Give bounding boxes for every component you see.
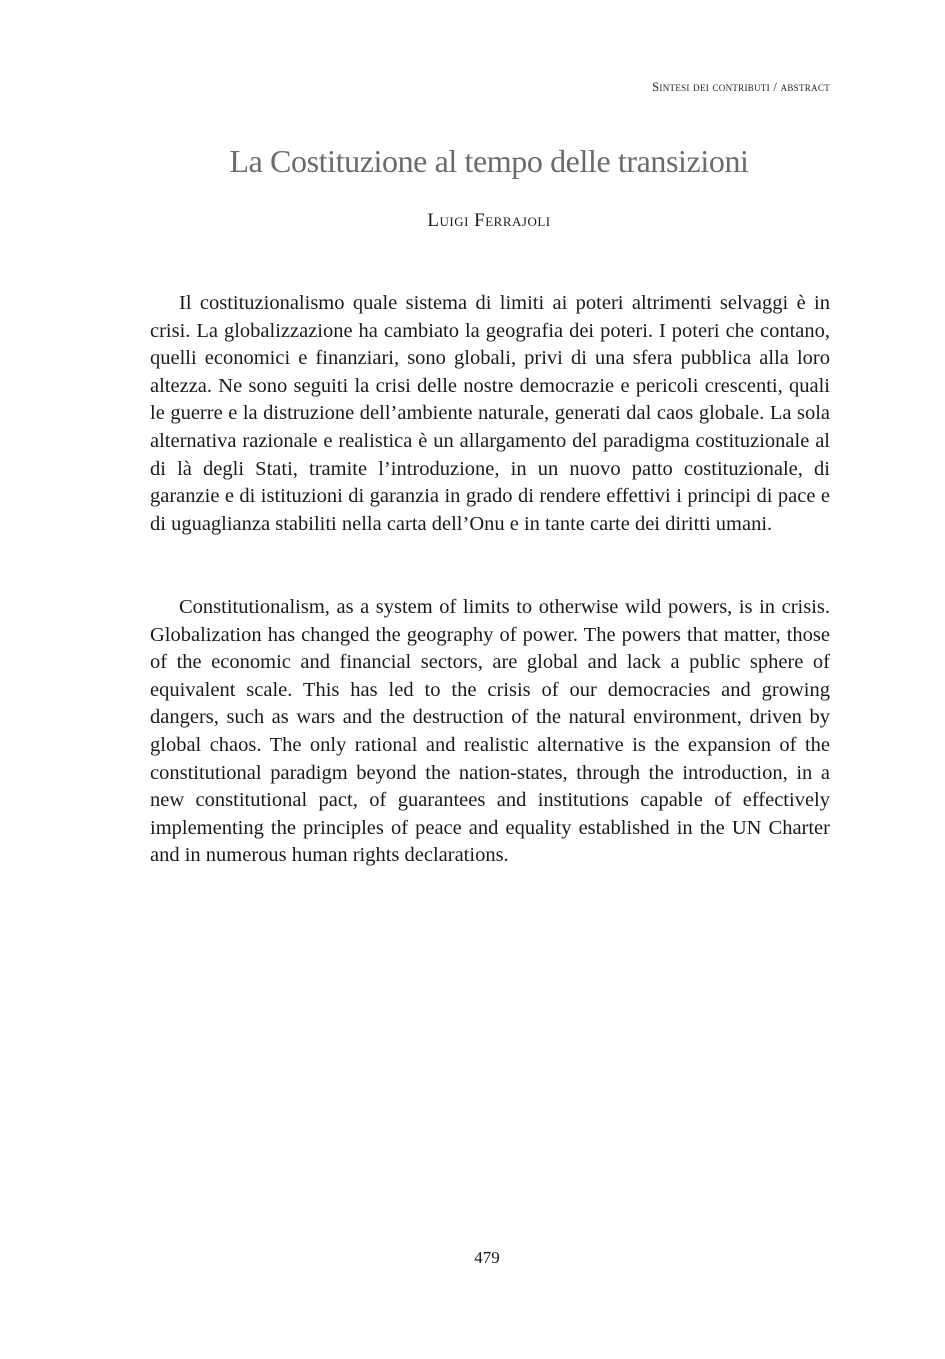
abstract-english: Constitutionalism, as a system of limits to otherwise wild powers, is in crisis. Globalization has changed the geography of power. The powers that matter, those of the economic and financial sectors, are global and lack a public sphere of equivalent scale. This has led to the crisis of our democracies and growing dangers, such as wars and the destruction of the natural environment, driven by global chaos. The only rational and realistic alternative is the expansion of the constitutional paradigm beyond the nation-states, through the introduction, in a new constitutional pact, of guarantees and institutions capable of effectively implementing the principles of peace and equality established in the UN Charter and in numerous human rights declarations. bbox=[150, 596, 830, 867]
running-header: Sintesi dei contributi / abstract bbox=[652, 80, 830, 94]
page-number: 479 bbox=[474, 1248, 500, 1267]
article-title: La Costituzione al tempo delle transizioni bbox=[229, 143, 749, 179]
article-author: Luigi Ferrajoli bbox=[427, 210, 551, 231]
abstract-italian: Il costituzionalismo quale sistema di limiti ai poteri altrimenti selvaggi è in crisi. La globalizzazione ha cambiato la geografia dei poteri. I poteri che contano, quelli economici e finanziari, sono globali, privi di una sfera pubblica alla loro altezza. Ne sono seguiti la crisi delle nostre democrazie e pericoli crescenti, quali le guerre e la distruzione dell’ambiente naturale, generati dal caos globale. La sola alternativa razionale e realistica è un allargamento del paradigma costituzionale al di là degli Stati, tramite l’introduzione, in un nuovo patto costituzionale, di garanzie e di istituzioni di garanzia in grado di rendere effettivi i principi di pace e di uguaglianza stabiliti nella carta dell’Onu e in tante carte dei diritti umani. bbox=[150, 292, 830, 535]
